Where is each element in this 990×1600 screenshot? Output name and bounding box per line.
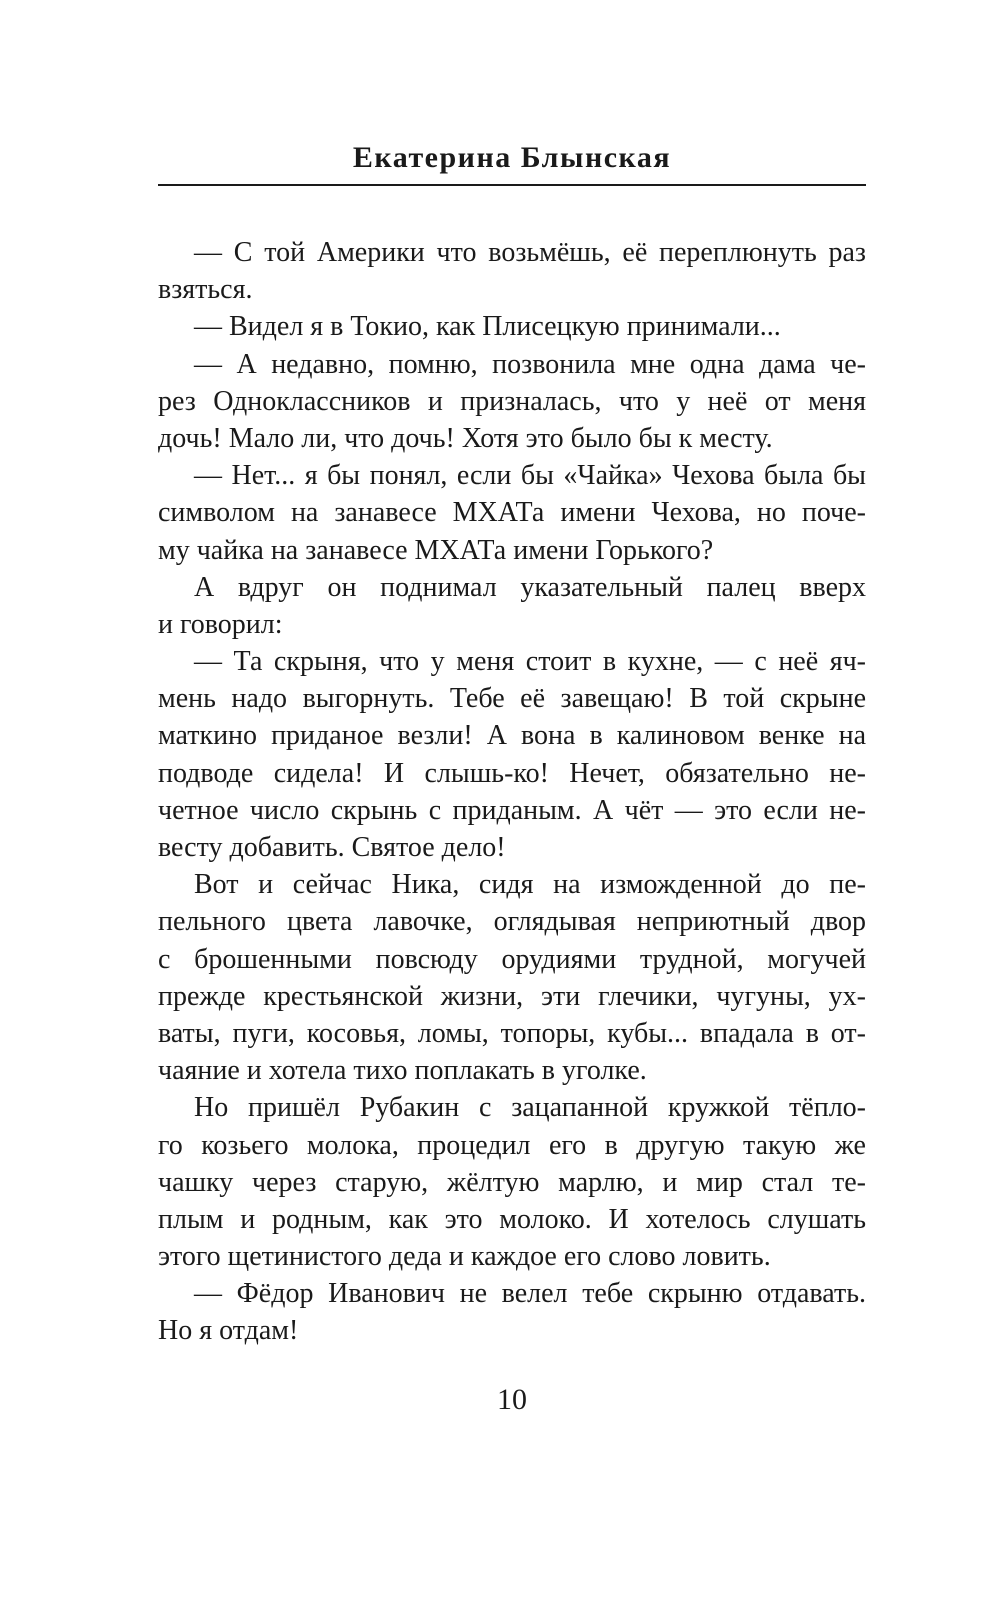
text-line: взяться. xyxy=(158,274,253,306)
text-line: дочь! Мало ли, что дочь! Хотя это было бы к месту. xyxy=(158,422,773,454)
text-line: четное число скрынь с приданым. А чёт — это если не- xyxy=(158,794,866,826)
text-line: ваты, пуги, косовья, ломы, топоры, кубы... впадала в от- xyxy=(158,1017,866,1049)
text-line: — С той Америки что возьмёшь, её переплюнуть раз xyxy=(194,237,866,268)
text-line: А вдруг он поднимал указательный палец вверх xyxy=(194,571,866,603)
text-line: с брошенными повсюду орудиями трудной, могучей xyxy=(158,943,866,975)
running-head-author: Екатерина Блынская xyxy=(352,141,672,174)
text-line: чаяние и хотела тихо поплакать в уголке. xyxy=(158,1055,647,1087)
text-line: Но пришёл Рубакин с зацапанной кружкой тёпло- xyxy=(194,1092,866,1124)
text-line: рез Одноклассников и призналась, что у неё от меня xyxy=(158,385,866,417)
text-line: символом на занавесе МХАТа имени Чехова, но поче- xyxy=(158,497,866,529)
text-line: прежде крестьянской жизни, эти глечики, чугуны, ух- xyxy=(158,980,866,1012)
text-line: Но я отдам! xyxy=(158,1315,299,1347)
text-line: — Фёдор Иванович не велел тебе скрыню отдавать. xyxy=(194,1278,866,1310)
header-rule xyxy=(158,184,866,186)
text-line: Вот и сейчас Ника, сидя на изможденной до пе- xyxy=(194,869,866,901)
text-line: плым и родным, как это молоко. И хотелось слушать xyxy=(158,1203,866,1235)
text-line: весту добавить. Святое дело! xyxy=(158,832,506,863)
text-line: — Видел я в Токио, как Плисецкую принимали... xyxy=(194,311,781,343)
body-text xyxy=(158,234,866,1350)
text-line: этого щетинистого деда и каждое его слово ловить. xyxy=(158,1241,771,1273)
text-line: пельного цвета лавочке, оглядывая неприютный двор xyxy=(158,906,866,938)
text-line: му чайка на занавесе МХАТа имени Горького? xyxy=(158,534,714,566)
text-line: маткино приданое везли! А вона в калиновом венке на xyxy=(158,720,866,752)
text-line: — Нет... я бы понял, если бы «Чайка» Чехова была бы xyxy=(194,460,866,492)
text-line: мень надо выгорнуть. Тебе её завещаю! В той скрыне xyxy=(158,683,866,715)
text-line: — Та скрыня, что у меня стоит в кухне, — с неё яч- xyxy=(194,646,866,678)
text-line: и говорил: xyxy=(158,608,283,640)
text-line: го козьего молока, процедил его в другую такую же xyxy=(158,1129,866,1161)
text-line: подводе сидела! И слышь-ко! Нечет, обязательно не- xyxy=(158,757,866,789)
text-line: чашку через старую, жёлтую марлю, и мир стал те- xyxy=(158,1166,866,1198)
text-line: — А недавно, помню, позвонила мне одна дама че- xyxy=(194,348,866,380)
page-number: 10 xyxy=(497,1383,527,1416)
